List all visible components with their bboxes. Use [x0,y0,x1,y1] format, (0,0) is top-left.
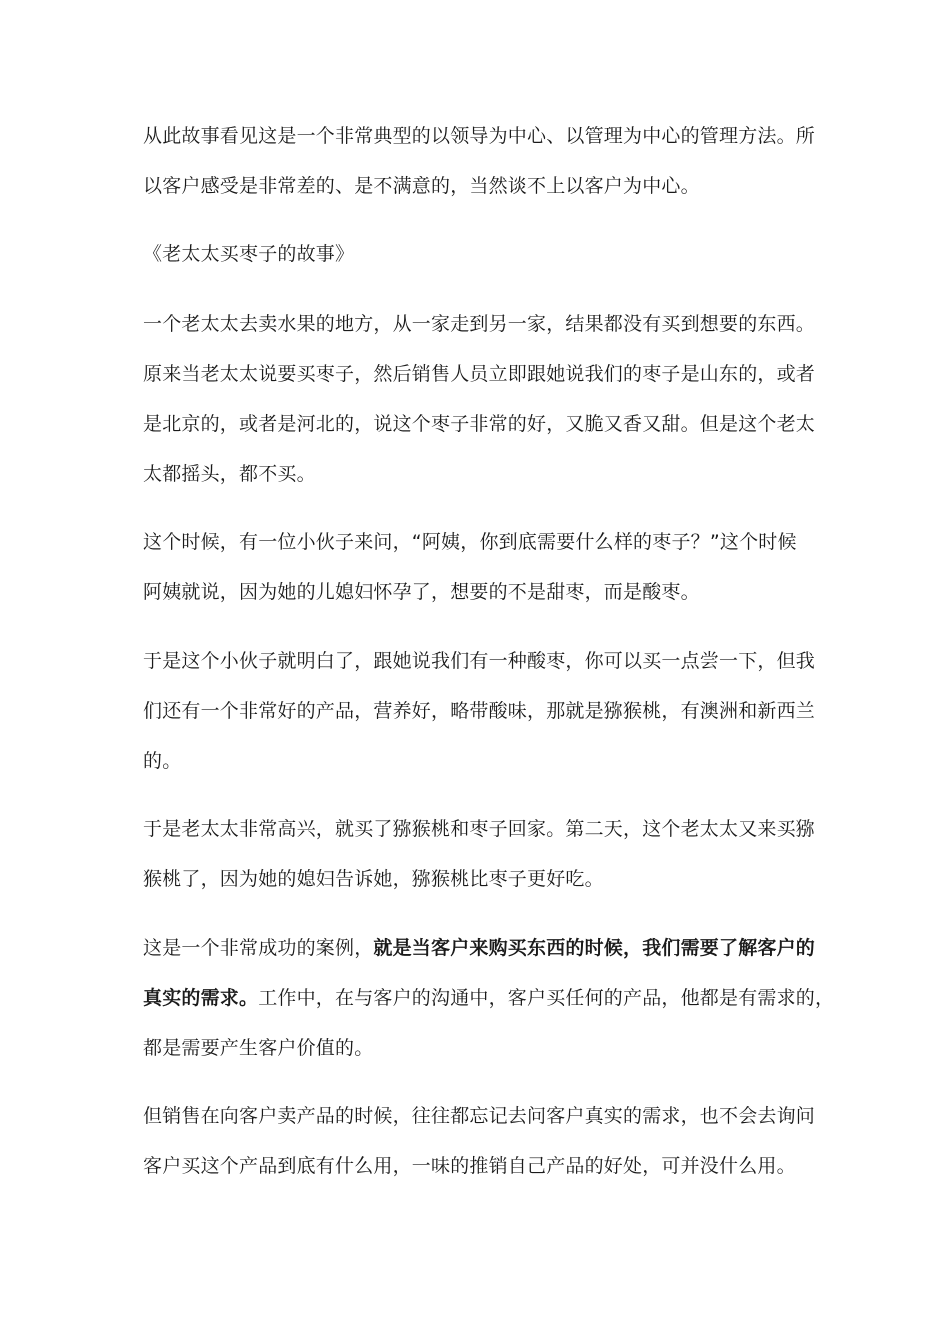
text-line: 从此故事看见这是一个非常典型的以领导为中心、以管理为中心的管理方法。所 [143,125,816,147]
text-line [143,923,816,973]
text-line: 是北京的，或者是河北的，说这个枣子非常的好，又脆又香又甜。但是这个老太 [143,413,816,435]
paragraph-story-1 [143,299,816,499]
text-line: 于是这个小伙子就明白了，跟她说我们有一种酸枣，你可以买一点尝一下，但我 [143,650,816,672]
text-line: 于是老太太非常高兴，就买了猕猴桃和枣子回家。第二天，这个老太太又来买猕 [143,818,816,840]
paragraph-story-2 [143,517,811,617]
text-line [143,973,835,1023]
text-line: 以客户感受是非常差的、是不满意的，当然谈不上以客户为中心。 [143,175,700,197]
text-line: 太都摇头，都不买。 [143,463,316,485]
text-line: 这个时候，有一位小伙子来问，“阿姨，你到底需要什么样的枣子？”这个时候 [143,531,797,553]
text-line: 猴桃了，因为她的媳妇告诉她，猕猴桃比枣子更好吃。 [143,868,604,890]
text-line: 的。 [143,750,182,772]
normal-text: 工作中，在与客户的沟通中，客户买任何的产品，他都是有需求的， [258,987,835,1009]
text-line: 客户买这个产品到底有什么用，一味的推销自己产品的好处，可并没什么用。 [143,1155,796,1177]
normal-text: 这是一个非常成功的案例， [143,937,374,959]
paragraph-story-4 [143,804,816,904]
text-line: 们还有一个非常好的产品，营养好，略带酸味，那就是猕猴桃，有澳洲和新西兰 [143,700,816,722]
text-line [143,1023,811,1073]
text-line: 一个老太太去卖水果的地方，从一家走到另一家，结果都没有买到想要的东西。 [143,313,816,335]
text-line: 阿姨就说，因为她的儿媳妇怀孕了，想要的不是甜枣，而是酸枣。 [143,581,700,603]
text-line: 但销售在向客户卖产品的时候，往往都忘记去问客户真实的需求，也不会去询问 [143,1105,816,1127]
paragraph-story-3 [143,636,816,786]
paragraph-final [143,1091,816,1191]
bold-text: 真实的需求。 [143,987,259,1009]
text-line: 原来当老太太说要买枣子，然后销售人员立即跟她说我们的枣子是山东的，或者 [143,363,816,385]
bold-text: 就是当客户来购买东西的时候，我们需要了解客户的 [373,937,816,959]
paragraph-conclusion [143,923,835,1073]
title-line: 《老太太买枣子的故事》 [143,243,355,265]
story-title [143,229,811,279]
normal-text: 都是需要产生客户价值的。 [143,1037,374,1059]
paragraph-intro [143,111,816,211]
